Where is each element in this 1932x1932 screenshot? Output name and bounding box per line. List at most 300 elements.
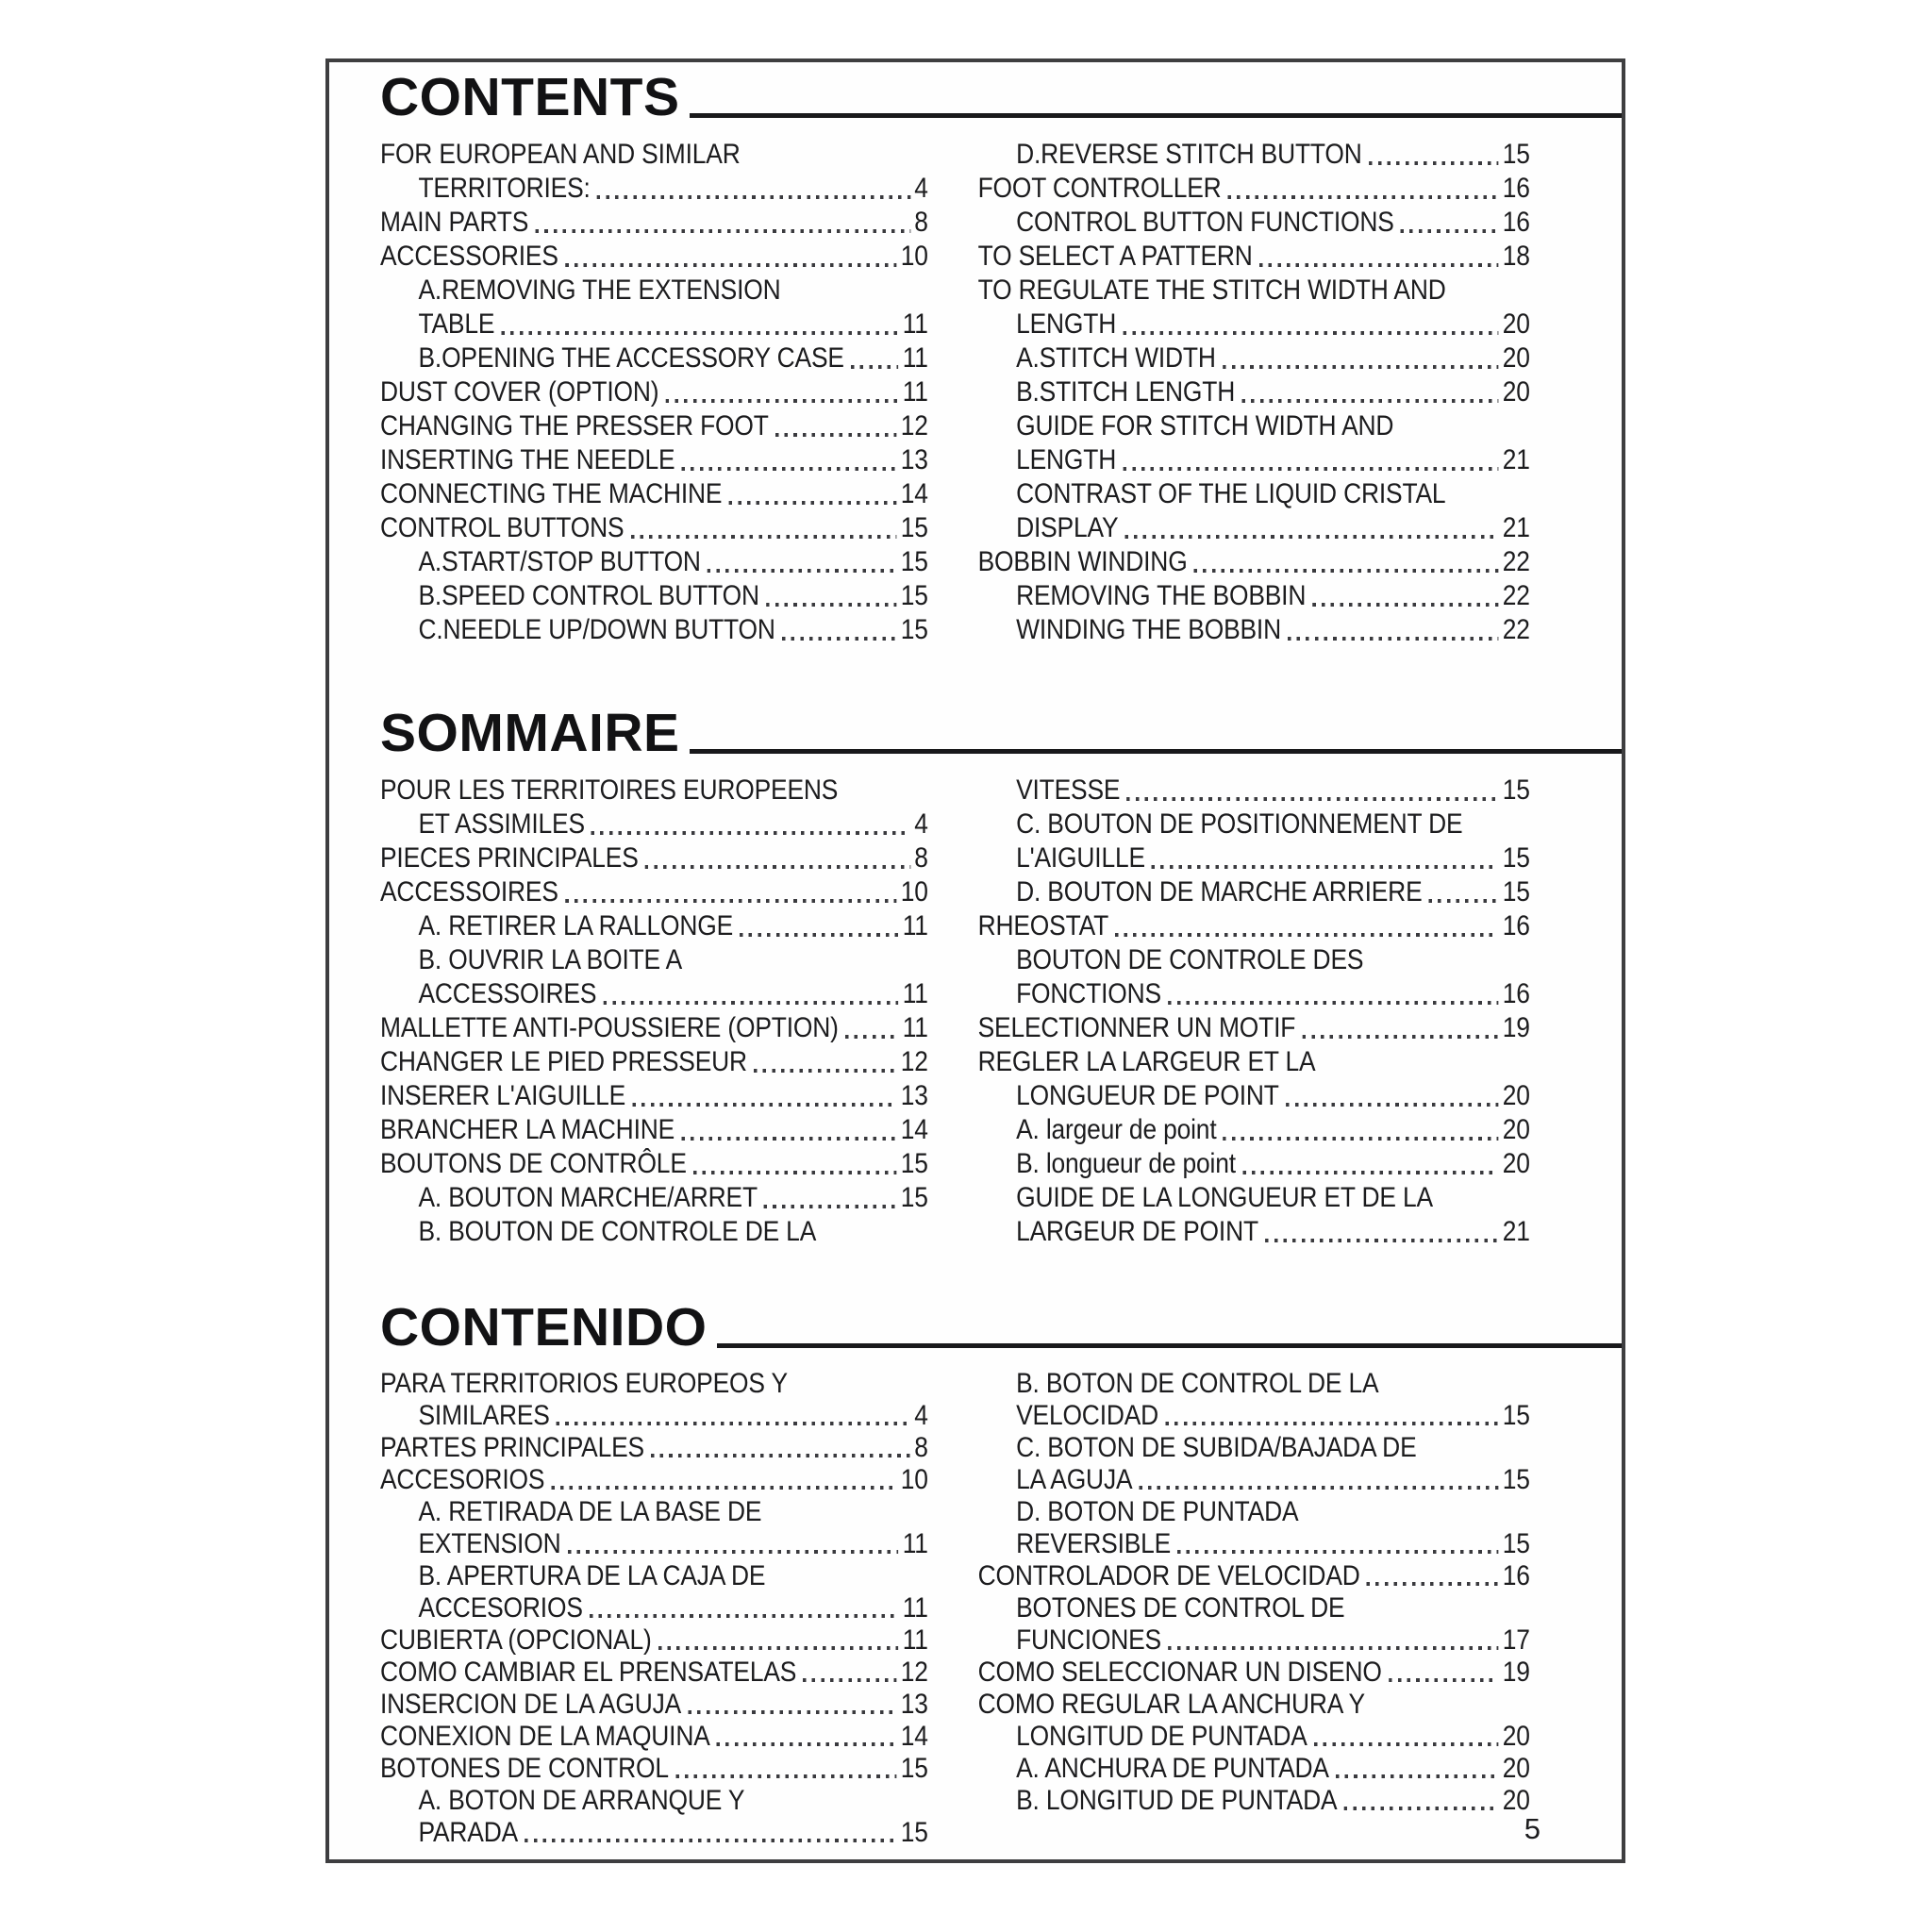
toc-entry-page: 4 bbox=[914, 808, 928, 840]
toc-entry-page: 21 bbox=[1502, 444, 1530, 475]
toc-entry bbox=[978, 808, 1530, 841]
dot-leader bbox=[1242, 1171, 1498, 1174]
toc-column-left bbox=[380, 1368, 928, 1849]
toc-entry-page: 15 bbox=[900, 1753, 928, 1784]
toc-entry bbox=[978, 1689, 1530, 1721]
toc-entry bbox=[978, 443, 1530, 477]
dot-leader bbox=[845, 1035, 899, 1039]
dot-leader bbox=[688, 1710, 896, 1714]
toc-entry bbox=[978, 1464, 1530, 1496]
toc-entry-label: ACCESSOIRES bbox=[418, 978, 597, 1009]
toc-entry bbox=[978, 1400, 1530, 1432]
toc-entry-label: A. largeur de point bbox=[1016, 1114, 1217, 1145]
toc-entry-page: 15 bbox=[900, 546, 928, 577]
dot-leader bbox=[1124, 535, 1498, 539]
page-number: 5 bbox=[1524, 1812, 1541, 1845]
toc-entry bbox=[380, 1753, 928, 1785]
toc-entry-page: 11 bbox=[902, 1012, 928, 1043]
dot-leader bbox=[1336, 1774, 1499, 1778]
toc-entry-label: CHANGING THE PRESSER FOOT bbox=[380, 410, 769, 441]
dot-leader bbox=[1223, 365, 1499, 369]
toc-entry-page: 15 bbox=[1502, 842, 1530, 874]
toc-entry-page: 4 bbox=[914, 1400, 928, 1431]
toc-entry-page: 13 bbox=[900, 444, 928, 475]
toc-entry bbox=[978, 1432, 1530, 1464]
dot-leader bbox=[803, 1678, 896, 1682]
toc-entry bbox=[380, 274, 928, 308]
toc-entry bbox=[380, 1079, 928, 1113]
dot-leader bbox=[535, 229, 910, 233]
toc-entry-page: 20 bbox=[1502, 376, 1530, 408]
toc-entry bbox=[380, 774, 928, 808]
toc-entry bbox=[380, 1011, 928, 1045]
toc-entry-label: C. BOUTON DE POSITIONNEMENT DE bbox=[1016, 808, 1463, 840]
toc-entry bbox=[978, 274, 1530, 308]
toc-entry-page: 15 bbox=[1502, 876, 1530, 908]
toc-entry-label: LENGTH bbox=[1016, 444, 1117, 475]
toc-entry bbox=[978, 206, 1530, 240]
toc-column-left bbox=[380, 138, 928, 647]
toc-entry-label: A. BOUTON MARCHE/ARRET bbox=[418, 1182, 758, 1213]
toc-entry-label: DISPLAY bbox=[1016, 512, 1119, 543]
toc-entry-label: COMO CAMBIAR EL PRENSATELAS bbox=[380, 1657, 797, 1688]
dot-leader bbox=[1429, 899, 1499, 903]
toc-entry-label: VELOCIDAD bbox=[1016, 1400, 1159, 1431]
toc-entry-label: SELECTIONNER UN MOTIF bbox=[977, 1012, 1296, 1043]
toc-entry-label: FOR EUROPEAN AND SIMILAR bbox=[380, 139, 741, 170]
toc-entry-label: ACCESORIOS bbox=[380, 1464, 545, 1495]
toc-entry-page: 10 bbox=[900, 1464, 928, 1495]
toc-entry-label: A. ANCHURA DE PUNTADA bbox=[1016, 1753, 1329, 1784]
toc-entry-page: 11 bbox=[902, 376, 928, 408]
toc-column-right bbox=[978, 138, 1530, 647]
dot-leader bbox=[1228, 195, 1499, 199]
dot-leader bbox=[1286, 1103, 1499, 1107]
dot-leader bbox=[632, 1103, 896, 1107]
toc-entry-label: COMO SELECCIONAR UN DISENO bbox=[977, 1657, 1382, 1688]
toc-entry-page: 11 bbox=[902, 1624, 928, 1656]
toc-entry-label: B. BOTON DE CONTROL DE LA bbox=[1016, 1368, 1379, 1399]
toc-entry bbox=[380, 1147, 928, 1181]
toc-entry-label: ACCESSORIES bbox=[380, 241, 558, 272]
toc-section-contenido bbox=[380, 1298, 1622, 1849]
toc-entry bbox=[978, 1560, 1530, 1592]
toc-entry bbox=[380, 240, 928, 274]
dot-leader bbox=[1123, 467, 1498, 471]
toc-entry bbox=[978, 909, 1530, 943]
dot-leader bbox=[501, 331, 898, 335]
toc-entry bbox=[380, 1689, 928, 1721]
toc-entry bbox=[380, 1528, 928, 1560]
toc-entry bbox=[978, 1181, 1530, 1215]
toc-entry bbox=[978, 1528, 1530, 1560]
toc-entry-label: POUR LES TERRITOIRES EUROPEENS bbox=[380, 774, 839, 806]
dot-leader bbox=[630, 535, 896, 539]
dot-leader bbox=[1165, 1422, 1498, 1425]
toc-entry-label: PIECES PRINCIPALES bbox=[380, 842, 639, 874]
dot-leader bbox=[675, 1774, 896, 1778]
toc-entry bbox=[978, 409, 1530, 443]
toc-entry bbox=[380, 443, 928, 477]
toc-entry-page: 15 bbox=[1502, 139, 1530, 170]
dot-leader bbox=[766, 603, 896, 607]
dot-leader bbox=[754, 1069, 896, 1073]
toc-entry-label: CONTROL BUTTON FUNCTIONS bbox=[1016, 207, 1394, 238]
toc-entry bbox=[380, 308, 928, 341]
toc-entry-label: D.REVERSE STITCH BUTTON bbox=[1016, 139, 1362, 170]
toc-entry bbox=[978, 1657, 1530, 1689]
toc-entry bbox=[380, 375, 928, 409]
toc-entry-page: 12 bbox=[900, 1046, 928, 1077]
toc-entry bbox=[978, 1368, 1530, 1400]
toc-entry bbox=[978, 308, 1530, 341]
toc-entry-page: 4 bbox=[914, 173, 928, 204]
toc-entry-label: INSERTING THE NEEDLE bbox=[380, 444, 675, 475]
toc-entry bbox=[978, 1113, 1530, 1147]
toc-entry-label: D. BOUTON DE MARCHE ARRIERE bbox=[1016, 876, 1423, 908]
toc-entry bbox=[380, 1432, 928, 1464]
dot-leader bbox=[525, 1839, 896, 1842]
toc-entry-label: EXTENSION bbox=[418, 1528, 561, 1559]
dot-leader bbox=[568, 1550, 899, 1554]
toc-entry-label: INSERER L'AIGUILLE bbox=[380, 1080, 626, 1111]
toc-entry-label: LONGUEUR DE POINT bbox=[1016, 1080, 1279, 1111]
toc-entry bbox=[978, 240, 1530, 274]
toc-entry bbox=[978, 1045, 1530, 1079]
toc-entry-page: 8 bbox=[914, 207, 928, 238]
dot-leader bbox=[728, 501, 896, 505]
toc-entry-page: 11 bbox=[902, 308, 928, 340]
toc-entry bbox=[978, 138, 1530, 172]
toc-entry bbox=[380, 909, 928, 943]
dot-leader bbox=[681, 467, 896, 471]
dot-leader bbox=[1168, 1646, 1498, 1650]
dot-leader bbox=[775, 433, 897, 437]
toc-columns bbox=[380, 1368, 1530, 1849]
toc-entry-label: TO SELECT A PATTERN bbox=[977, 241, 1253, 272]
toc-entry bbox=[380, 841, 928, 875]
toc-entry-page: 12 bbox=[900, 410, 928, 441]
section-heading-row bbox=[380, 704, 1622, 762]
toc-entry bbox=[380, 808, 928, 841]
dot-leader bbox=[651, 1454, 910, 1457]
title-rule bbox=[690, 113, 1623, 118]
toc-entry-label: TABLE bbox=[418, 308, 495, 340]
toc-entry-page: 22 bbox=[1502, 614, 1530, 645]
toc-entry-page: 14 bbox=[900, 1721, 928, 1752]
toc-entry-label: B.OPENING THE ACCESSORY CASE bbox=[418, 342, 844, 374]
dot-leader bbox=[1194, 569, 1499, 573]
toc-entry bbox=[978, 1753, 1530, 1785]
toc-entry bbox=[978, 511, 1530, 545]
toc-entry bbox=[380, 1624, 928, 1657]
dot-leader bbox=[645, 865, 910, 869]
toc-entry-label: B. BOUTON DE CONTROLE DE LA bbox=[418, 1216, 817, 1247]
toc-entry bbox=[380, 477, 928, 511]
toc-entry-label: B. LONGITUD DE PUNTADA bbox=[1016, 1785, 1338, 1816]
toc-entry-label: VITESSE bbox=[1016, 774, 1121, 806]
dot-leader bbox=[565, 263, 897, 267]
toc-entry-label: B.STITCH LENGTH bbox=[1016, 376, 1236, 408]
toc-entry-page: 15 bbox=[900, 1182, 928, 1213]
toc-entry bbox=[978, 341, 1530, 375]
dot-leader bbox=[1168, 1001, 1498, 1005]
toc-entry-label: REGLER LA LARGEUR ET LA bbox=[977, 1046, 1316, 1077]
toc-entry-label: CONEXION DE LA MAQUINA bbox=[380, 1721, 710, 1752]
toc-section-contents bbox=[380, 68, 1622, 647]
toc-entry bbox=[978, 545, 1530, 579]
section-title: SOMMAIRE bbox=[380, 703, 680, 763]
toc-entry-label: TO REGULATE THE STITCH WIDTH AND bbox=[977, 275, 1446, 306]
dot-leader bbox=[565, 899, 897, 903]
dot-leader bbox=[1123, 331, 1498, 335]
toc-entry bbox=[380, 1368, 928, 1400]
toc-entry bbox=[380, 511, 928, 545]
document-frame bbox=[325, 58, 1625, 1863]
dot-leader bbox=[681, 1137, 896, 1141]
dot-leader bbox=[717, 1742, 897, 1746]
toc-entry bbox=[978, 477, 1530, 511]
toc-entry-page: 15 bbox=[900, 614, 928, 645]
toc-column-left bbox=[380, 774, 928, 1249]
toc-entry-label: CONTROLADOR DE VELOCIDAD bbox=[977, 1560, 1360, 1591]
dot-leader bbox=[591, 831, 910, 835]
dot-leader bbox=[693, 1171, 897, 1174]
dot-leader bbox=[1288, 637, 1498, 641]
toc-entry-label: A. BOTON DE ARRANQUE Y bbox=[418, 1785, 745, 1816]
toc-entry-label: LARGEUR DE POINT bbox=[1016, 1216, 1258, 1247]
toc-entry-page: 12 bbox=[900, 1657, 928, 1688]
toc-entry-label: LA AGUJA bbox=[1016, 1464, 1133, 1495]
toc-entry-page: 16 bbox=[1502, 978, 1530, 1009]
dot-leader bbox=[1265, 1239, 1498, 1242]
toc-entry-page: 19 bbox=[1502, 1657, 1530, 1688]
toc-entry-page: 21 bbox=[1502, 512, 1530, 543]
toc-entry-page: 8 bbox=[914, 842, 928, 874]
dot-leader bbox=[551, 1486, 896, 1490]
toc-entry-label: A.START/STOP BUTTON bbox=[418, 546, 701, 577]
toc-entry-label: RHEOSTAT bbox=[977, 910, 1109, 941]
toc-entry bbox=[978, 1079, 1530, 1113]
toc-entry-page: 11 bbox=[902, 910, 928, 941]
toc-entry-label: BOTONES DE CONTROL bbox=[380, 1753, 669, 1784]
toc-entry bbox=[380, 1400, 928, 1432]
dot-leader bbox=[557, 1422, 910, 1425]
toc-entry bbox=[978, 841, 1530, 875]
toc-entry bbox=[978, 613, 1530, 647]
dot-leader bbox=[1389, 1678, 1499, 1682]
toc-entry bbox=[978, 1592, 1530, 1624]
dot-leader bbox=[1312, 603, 1498, 607]
toc-entry bbox=[380, 409, 928, 443]
toc-entry-label: PARA TERRITORIOS EUROPEOS Y bbox=[380, 1368, 788, 1399]
toc-entry-page: 11 bbox=[902, 1528, 928, 1559]
toc-entry-page: 16 bbox=[1502, 1560, 1530, 1591]
toc-entry-label: BOTONES DE CONTROL DE bbox=[1016, 1592, 1345, 1624]
toc-entry bbox=[978, 1147, 1530, 1181]
toc-entry bbox=[978, 579, 1530, 613]
dot-leader bbox=[1241, 399, 1498, 403]
dot-leader bbox=[1302, 1035, 1498, 1039]
toc-entry bbox=[380, 1560, 928, 1592]
toc-entry bbox=[978, 1721, 1530, 1753]
dot-leader bbox=[665, 399, 898, 403]
toc-entry bbox=[380, 1113, 928, 1147]
toc-entry bbox=[978, 875, 1530, 909]
dot-leader bbox=[1126, 797, 1498, 801]
toc-entry bbox=[380, 579, 928, 613]
toc-entry-label: B. APERTURA DE LA CAJA DE bbox=[418, 1560, 766, 1591]
toc-entry-label: GUIDE FOR STITCH WIDTH AND bbox=[1016, 410, 1394, 441]
toc-entry-page: 16 bbox=[1502, 173, 1530, 204]
toc-column-right bbox=[978, 774, 1530, 1249]
toc-entry-page: 17 bbox=[1502, 1624, 1530, 1656]
toc-entry bbox=[380, 943, 928, 977]
toc-entry bbox=[380, 1181, 928, 1215]
toc-entry-page: 14 bbox=[900, 1114, 928, 1145]
toc-entry-label: D. BOTON DE PUNTADA bbox=[1016, 1496, 1299, 1527]
toc-entry-label: CONTRAST OF THE LIQUID CRISTAL bbox=[1016, 478, 1446, 509]
toc-entry-page: 10 bbox=[900, 241, 928, 272]
toc-entry-label: B.SPEED CONTROL BUTTON bbox=[418, 580, 759, 611]
toc-entry bbox=[978, 375, 1530, 409]
dot-leader bbox=[597, 195, 910, 199]
section-heading-row bbox=[380, 1298, 1622, 1357]
dot-leader bbox=[1343, 1807, 1498, 1810]
toc-entry-page: 20 bbox=[1502, 1721, 1530, 1752]
dot-leader bbox=[764, 1205, 896, 1208]
toc-entry-label: FONCTIONS bbox=[1016, 978, 1161, 1009]
toc-entry bbox=[380, 1215, 928, 1249]
toc-entry-label: MAIN PARTS bbox=[380, 207, 529, 238]
toc-entry bbox=[978, 1011, 1530, 1045]
toc-entry-label: MALLETTE ANTI-POUSSIERE (OPTION) bbox=[380, 1012, 839, 1043]
toc-entry bbox=[380, 1464, 928, 1496]
toc-entry-page: 20 bbox=[1502, 1753, 1530, 1784]
toc-entry-page: 20 bbox=[1502, 308, 1530, 340]
toc-entry-page: 14 bbox=[900, 478, 928, 509]
toc-entry-label: REVERSIBLE bbox=[1016, 1528, 1172, 1559]
section-title: CONTENTS bbox=[380, 67, 680, 127]
toc-entry-label: SIMILARES bbox=[418, 1400, 550, 1431]
toc-entry-page: 15 bbox=[900, 512, 928, 543]
toc-entry bbox=[380, 172, 928, 206]
toc-entry bbox=[978, 774, 1530, 808]
toc-entry bbox=[978, 1624, 1530, 1657]
section-heading-row bbox=[380, 68, 1622, 126]
toc-entry-page: 21 bbox=[1502, 1216, 1530, 1247]
toc-entry-label: ACCESORIOS bbox=[418, 1592, 583, 1624]
dot-leader bbox=[1314, 1742, 1499, 1746]
toc-entry bbox=[380, 545, 928, 579]
toc-entry-label: LONGITUD DE PUNTADA bbox=[1016, 1721, 1307, 1752]
toc-entry-page: 19 bbox=[1502, 1012, 1530, 1043]
toc-columns bbox=[380, 138, 1530, 647]
toc-entry-label: BOBBIN WINDING bbox=[977, 546, 1188, 577]
toc-entry-page: 8 bbox=[914, 1432, 928, 1463]
toc-entry bbox=[380, 1785, 928, 1817]
dot-leader bbox=[1139, 1486, 1498, 1490]
toc-entry-page: 13 bbox=[900, 1080, 928, 1111]
toc-entry bbox=[380, 1592, 928, 1624]
toc-entry-page: 18 bbox=[1502, 241, 1530, 272]
toc-entry-label: B. longueur de point bbox=[1016, 1148, 1236, 1179]
toc-entry-page: 20 bbox=[1502, 1148, 1530, 1179]
toc-entry bbox=[380, 613, 928, 647]
section-title: CONTENIDO bbox=[380, 1297, 708, 1357]
dot-leader bbox=[782, 637, 897, 641]
toc-entry-label: BOUTONS DE CONTRÔLE bbox=[380, 1148, 687, 1179]
toc-entry-label: BOUTON DE CONTROLE DES bbox=[1016, 944, 1364, 975]
toc-entry-label: FUNCIONES bbox=[1016, 1624, 1161, 1656]
toc-entry-label: INSERCION DE LA AGUJA bbox=[380, 1689, 682, 1720]
title-rule bbox=[717, 1343, 1623, 1348]
toc-entry-label: B. OUVRIR LA BOITE A bbox=[418, 944, 683, 975]
dot-leader bbox=[1115, 933, 1498, 937]
toc-entry-label: A.STITCH WIDTH bbox=[1016, 342, 1216, 374]
toc-column-right bbox=[978, 1368, 1530, 1849]
toc-entry bbox=[380, 341, 928, 375]
toc-entry-label: LENGTH bbox=[1016, 308, 1117, 340]
toc-entry-page: 15 bbox=[900, 1148, 928, 1179]
toc-entry bbox=[978, 943, 1530, 977]
dot-leader bbox=[590, 1614, 899, 1618]
toc-entry-label: C.NEEDLE UP/DOWN BUTTON bbox=[418, 614, 775, 645]
dot-leader bbox=[1177, 1550, 1498, 1554]
dot-leader bbox=[603, 1001, 898, 1005]
dot-leader bbox=[1259, 263, 1499, 267]
dot-leader bbox=[658, 1646, 899, 1650]
toc-entry-label: COMO REGULAR LA ANCHURA Y bbox=[977, 1689, 1365, 1720]
toc-entry-label: WINDING THE BOBBIN bbox=[1016, 614, 1281, 645]
toc-entry-page: 11 bbox=[902, 342, 928, 374]
toc-entry-label: CUBIERTA (OPCIONAL) bbox=[380, 1624, 652, 1656]
toc-entry bbox=[380, 977, 928, 1011]
toc-entry-label: A.REMOVING THE EXTENSION bbox=[418, 275, 781, 306]
toc-entry-label: BRANCHER LA MACHINE bbox=[380, 1114, 675, 1145]
toc-entry bbox=[978, 977, 1530, 1011]
toc-entry-page: 15 bbox=[1502, 1400, 1530, 1431]
toc-entry bbox=[380, 1657, 928, 1689]
toc-entry bbox=[380, 1045, 928, 1079]
dot-leader bbox=[1369, 161, 1499, 165]
dot-leader bbox=[1367, 1582, 1499, 1586]
toc-entry-page: 15 bbox=[1502, 774, 1530, 806]
toc-entry-label: CONTROL BUTTONS bbox=[380, 512, 625, 543]
toc-entry-page: 20 bbox=[1502, 1080, 1530, 1111]
toc-entry-label: PARTES PRINCIPALES bbox=[380, 1432, 644, 1463]
toc-columns bbox=[380, 774, 1530, 1249]
toc-entry-page: 11 bbox=[902, 978, 928, 1009]
toc-entry-label: A. RETIRADA DE LA BASE DE bbox=[418, 1496, 762, 1527]
toc-entry-page: 22 bbox=[1502, 546, 1530, 577]
toc-entry-page: 10 bbox=[900, 876, 928, 908]
toc-entry-page: 20 bbox=[1502, 342, 1530, 374]
toc-entry-label: FOOT CONTROLLER bbox=[977, 173, 1222, 204]
toc-entry-page: 15 bbox=[1502, 1528, 1530, 1559]
toc-entry-label: ET ASSIMILES bbox=[418, 808, 585, 840]
toc-entry-page: 11 bbox=[902, 1592, 928, 1624]
dot-leader bbox=[1152, 865, 1498, 869]
toc-entry-label: CONNECTING THE MACHINE bbox=[380, 478, 723, 509]
toc-entry-label: ACCESSOIRES bbox=[380, 876, 558, 908]
dot-leader bbox=[708, 569, 897, 573]
toc-entry-label: C. BOTON DE SUBIDA/BAJADA DE bbox=[1016, 1432, 1417, 1463]
toc-entry bbox=[978, 1215, 1530, 1249]
toc-entry bbox=[380, 1721, 928, 1753]
toc-entry-page: 16 bbox=[1502, 910, 1530, 941]
toc-entry-label: REMOVING THE BOBBIN bbox=[1016, 580, 1307, 611]
